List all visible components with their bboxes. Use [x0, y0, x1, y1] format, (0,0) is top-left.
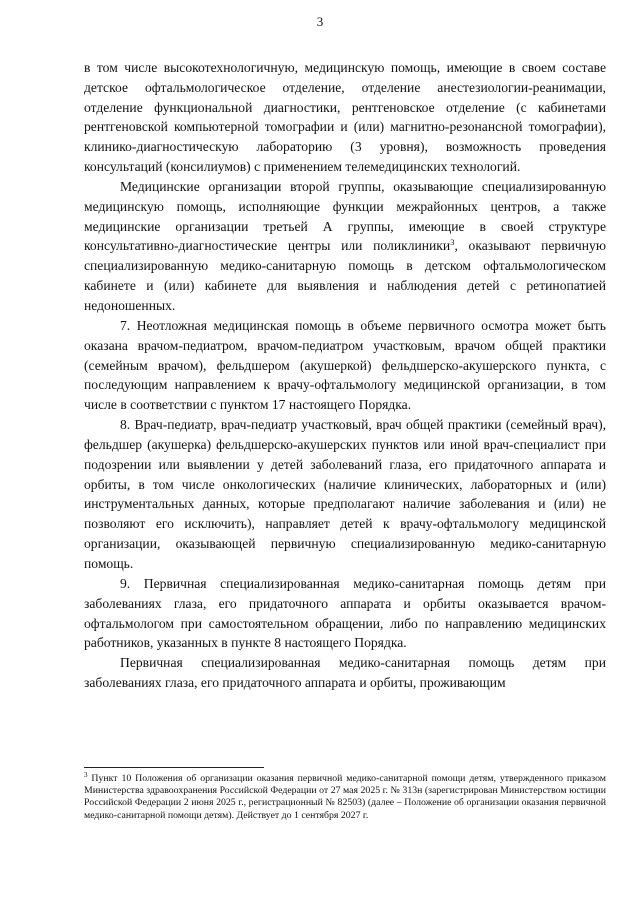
footnote-text: Пункт 10 Положения об организации оказания первичной медико-санитарной помощи детям, утвержденного приказом Министерства здравоохранения Российской Федерации от 27 мая 2025 г. № 313н (зарегистрирован Министерством юстиции Российской Федерации 2 июня 2025 г., регистрационный № 82503) (далее – Положение об организации оказания первичной медико-санитарной помощи детям). Действует до 1 сентября 2027 г.	[84, 773, 606, 821]
paragraph-item-7: 7. Неотложная медицинская помощь в объеме первичного осмотра может быть оказана врачом-педиатром, врачом-педиатром участковым, врачом общей практики (семейным врачом), фельдшером (акушеркой) фельдшерско-акушерского пункта, с последующим направлением к врачу-офтальмологу медицинской организации, в том числе в соответствии с пунктом 17 настоящего Порядка.	[84, 317, 606, 413]
footnote-reference: 3	[450, 237, 455, 248]
footnote	[84, 773, 606, 822]
footnote-marker: 3	[84, 771, 88, 779]
paragraph-continuation: в том числе высокотехнологичную, медицинскую помощь, имеющие в своем составе детское офтальмологическое отделение, отделение анестезиологии-реанимации, отделение функциональной диагностики, рентгеновское отделение (с кабинетами рентгеновской компьютерной томографии и (или) магнитно-резонансной томографии), клинико-диагностическую лабораторию (3 уровня), возможность проведения консультаций (консилиумов) с применением телемедицинских технологий.	[84, 60, 606, 174]
paragraph-text: Медицинские организации второй группы, оказывающие специализированную медицинскую помощь, исполняющие функции межрайонных центров, а также медицинские организации третьей А группы, имеющие в своей структуре консультативно-диагностические центры или поликлиники	[84, 179, 606, 254]
paragraph-second-group	[84, 177, 606, 316]
paragraph-item-8: 8. Врач-педиатр, врач-педиатр участковый, врач общей практики (семейный врач), фельдшер (акушерка) фельдшерско-акушерских пунктов или иной врач-специалист при подозрении или выявлении у детей заболеваний глаза, его придаточного аппарата и орбиты, в том числе онкологических (наличие клинических, лабораторных и (или) инструментальных данных, которые предполагают наличие заболевания и (или) не позволяют его исключить), направляет детей к врачу-офтальмологу медицинской организации, оказывающей первичную специализированную медико-санитарную помощь.	[84, 417, 606, 571]
paragraph-text: , оказывают первичную специализированную медико-санитарную помощь в детском офтальмологическом кабинете и (или) кабинете для выявления и наблюдения детей с ретинопатией недоношенных.	[84, 238, 606, 313]
paragraph-item-9-continued: Первичная специализированная медико-санитарная помощь детям при заболеваниях глаза, его придаточного аппарата и орбиты, проживающим	[84, 655, 606, 691]
footnote-divider	[84, 767, 264, 768]
paragraph-item-9: 9. Первичная специализированная медико-санитарная помощь детям при заболеваниях глаза, его придаточного аппарата и орбиты оказывается врачом-офтальмологом при самостоятельном обращении, либо по направлению медицинских работников, указанных в пункте 8 настоящего Порядка.	[84, 575, 606, 651]
body-text	[84, 58, 606, 693]
page-number: 3	[316, 14, 324, 29]
